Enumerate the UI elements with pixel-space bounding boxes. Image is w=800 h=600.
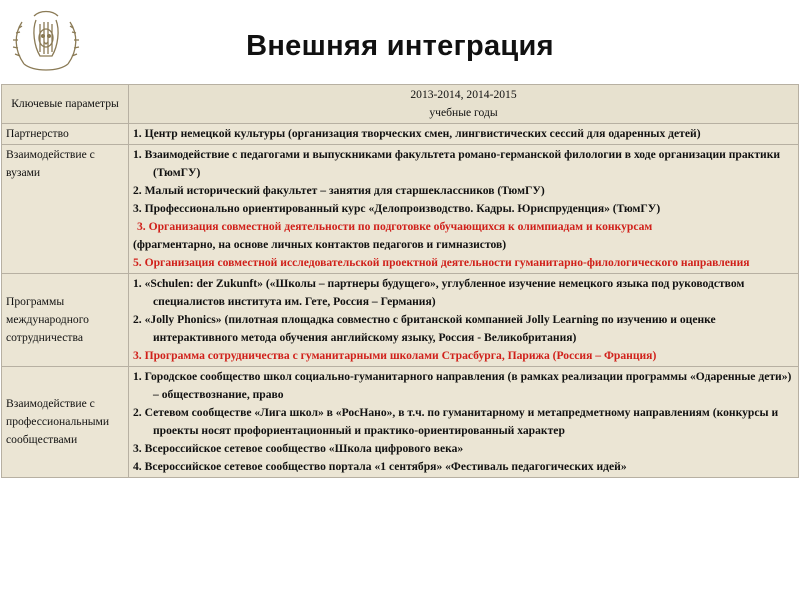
row-label: Взаимодействие с профессиональными сообществами [2,367,129,478]
list-item-highlight: 3. Организация совместной деятельности по подготовке обучающихся к олимпиадам и конкурсам [137,220,653,233]
row-label: Программы международного сотрудничества [2,274,129,367]
list-item: 1. Взаимодействие с педагогами и выпускниками факультета романо-германской филологии в ходе организации практики (ТюмГУ) [133,148,781,179]
header-years-caption: учебные годы [429,106,498,119]
list-item: 1. Городское сообщество школ социально-гуманитарного направления (в рамках реализации программы «Одаренные дети») – обществознание, право [133,370,792,401]
row-label: Партнерство [2,124,129,145]
row-content [129,145,799,274]
table-row-professional [2,367,799,478]
header-years-range: 2013-2014, 2014-2015 [410,88,517,101]
list-item: 2. Малый исторический факультет – занятия для старшеклассников (ТюмГУ) [133,184,545,197]
row-label: Взаимодействие с вузами [2,145,129,274]
table-header-row [2,85,799,124]
row-content [129,367,799,478]
table-row-universities [2,145,799,274]
header-years [129,85,799,124]
table-row-partnership [2,124,799,145]
row-content [129,124,799,145]
list-item: 3. Всероссийское сетевое сообщество «Школа цифрового века» [133,442,464,455]
row-content [129,274,799,367]
table-row-international [2,274,799,367]
list-item: 4. Всероссийское сетевое сообщество портала «1 сентября» «Фестиваль педагогических идей» [133,460,627,473]
list-item: 2. Сетевом сообществе «Лига школ» в «РосНано», в т.ч. по гуманитарному и метапредметному направлениям (конкурсы и проекты носят профориентационный и практико-ориентированный характер [133,406,779,437]
list-item: 1. Центр немецкой культуры (организация творческих смен, лингвистических сессий для одаренных детей) [133,127,701,140]
integration-table [1,84,799,478]
list-item: 3. Профессионально ориентированный курс «Делопроизводство. Кадры. Юриспруденция» (ТюмГУ) [133,202,661,215]
page-title: Внешняя интеграция [246,30,554,62]
list-item: (фрагментарно, на основе личных контактов педагогов и гимназистов) [133,238,507,251]
list-item: 1. «Schulen: der Zukunft» («Школы – партнеры будущего», углубленное изучение немецкого языка под руководством специалистов института им. Гете, Россия – Германия) [133,277,745,308]
list-item-highlight: 3. Программа сотрудничества с гуманитарными школами Страсбурга, Парижа (Россия – Франция) [133,349,657,362]
list-item-highlight: 5. Организация совместной исследовательской проектной деятельности гуманитарно-филологического направления [133,256,750,269]
list-item: 2. «Jolly Phonics» (пилотная площадка совместно с британской компанией Jolly Learning по изучению и оценке интерактивного метода обучения английскому языку, Россия - Великобритания) [133,313,716,344]
header-key-params: Ключевые параметры [2,85,129,124]
